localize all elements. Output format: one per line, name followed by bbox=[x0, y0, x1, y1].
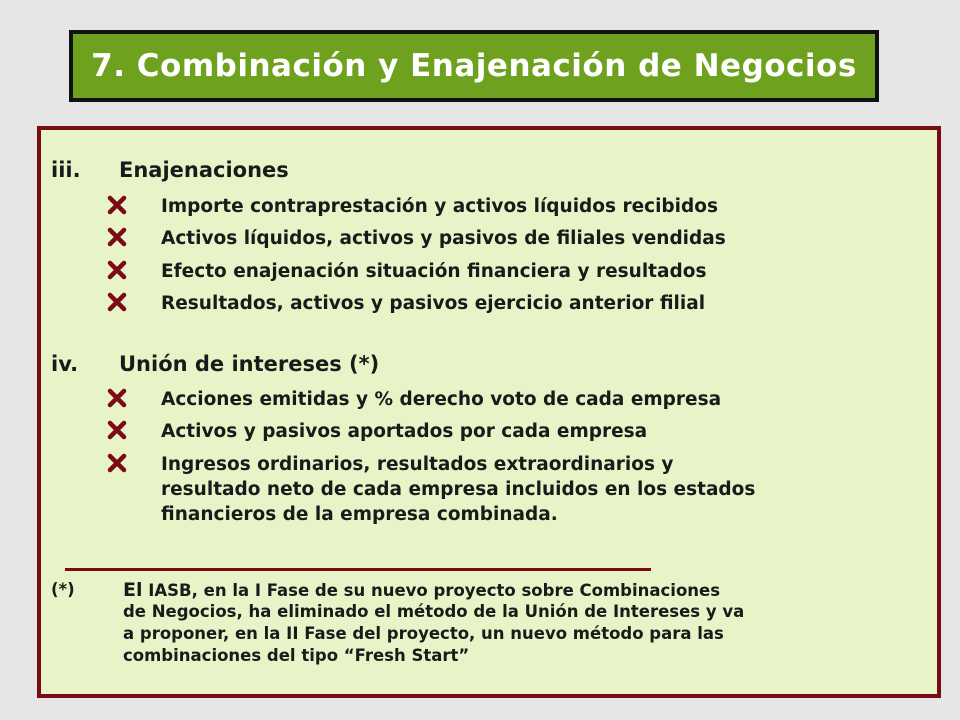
section-number: iv. bbox=[51, 352, 79, 376]
section-heading-union-intereses bbox=[51, 352, 379, 376]
section-number: iii. bbox=[51, 158, 81, 182]
section-title: Enajenaciones bbox=[119, 158, 289, 182]
footnote-line1 bbox=[123, 579, 720, 602]
list-item-text: Efecto enajenación situación financiera y resultados bbox=[161, 261, 707, 282]
x-mark-icon bbox=[107, 260, 127, 280]
list-item-text: Resultados, activos y pasivos ejercicio anterior filial bbox=[161, 293, 706, 314]
footnote-marker: (*) bbox=[51, 580, 75, 599]
footnote-el: El bbox=[123, 579, 143, 601]
section-title: Unión de intereses (*) bbox=[119, 352, 380, 376]
x-mark-icon bbox=[107, 388, 127, 408]
slide-title: 7. Combinación y Enajenación de Negocios bbox=[91, 48, 857, 84]
list-item-text-line1: Ingresos ordinarios, resultados extraordinarios y bbox=[161, 454, 674, 475]
section-heading-enajenaciones bbox=[51, 158, 289, 182]
footnote-line1-text: IASB, en la I Fase de su nuevo proyecto sobre Combinaciones bbox=[148, 581, 721, 600]
x-mark-icon bbox=[107, 292, 127, 312]
x-mark-icon bbox=[107, 195, 127, 215]
x-mark-icon bbox=[107, 227, 127, 247]
x-mark-icon bbox=[107, 453, 127, 473]
footnote-line4: combinaciones del tipo “Fresh Start” bbox=[123, 646, 470, 665]
list-item-text: Activos líquidos, activos y pasivos de filiales vendidas bbox=[161, 228, 726, 249]
content-panel bbox=[37, 126, 941, 698]
list-item-text: Importe contraprestación y activos líquidos recibidos bbox=[161, 196, 718, 217]
list-item-text-line3: financieros de la empresa combinada. bbox=[161, 504, 558, 525]
footnote-divider bbox=[65, 568, 651, 571]
x-mark-icon bbox=[107, 420, 127, 440]
list-item-text: Activos y pasivos aportados por cada empresa bbox=[161, 421, 648, 442]
footnote-line3: a proponer, en la II Fase del proyecto, un nuevo método para las bbox=[123, 624, 724, 643]
list-item-text: Acciones emitidas y % derecho voto de cada empresa bbox=[161, 389, 722, 410]
footnote-line2: de Negocios, ha eliminado el método de la Unión de Intereses y va bbox=[123, 602, 745, 621]
title-banner bbox=[69, 30, 879, 102]
list-item-text-line2: resultado neto de cada empresa incluidos en los estados bbox=[161, 479, 756, 500]
